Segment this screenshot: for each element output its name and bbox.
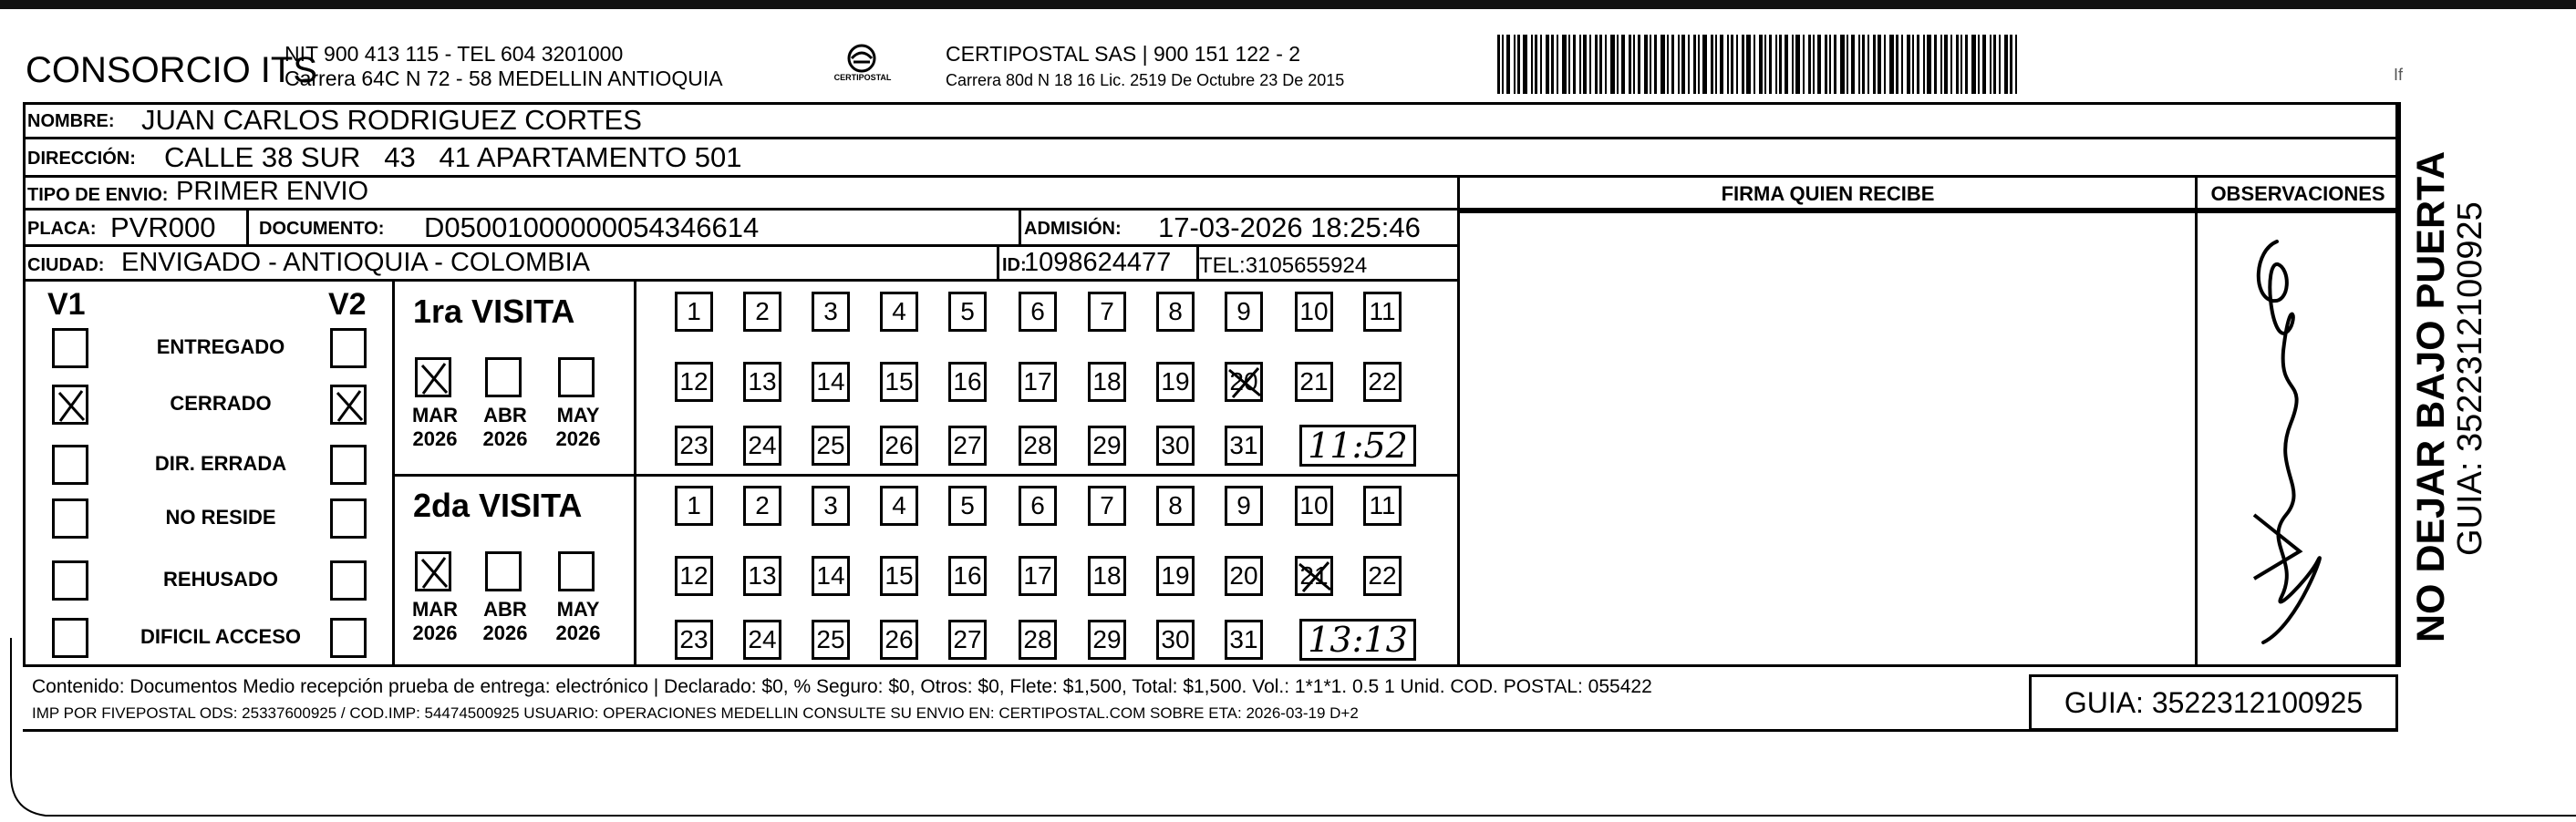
city-row bbox=[23, 247, 1459, 282]
visit1-day-5[interactable]: 5 bbox=[948, 292, 987, 332]
tel-block bbox=[1199, 253, 1367, 279]
divider bbox=[997, 247, 999, 282]
barcode-bar bbox=[1667, 35, 1669, 94]
visit2-day-19[interactable]: 19 bbox=[1156, 556, 1195, 596]
ship-type-label: TIPO DE ENVIO: bbox=[27, 185, 169, 205]
barcode-bar bbox=[1720, 35, 1723, 94]
barcode-bar bbox=[1688, 35, 1690, 94]
barcode-bar bbox=[1965, 35, 1968, 94]
visit1-day-26[interactable]: 26 bbox=[880, 426, 918, 466]
visit1-month-checkbox-0[interactable] bbox=[415, 357, 451, 397]
visit2-day-12[interactable]: 12 bbox=[675, 556, 713, 596]
no-leave-warning: NO DEJAR BAJO PUERTA bbox=[2409, 150, 2453, 642]
barcode-bar bbox=[1693, 35, 1696, 94]
barcode-bar bbox=[1858, 35, 1860, 94]
visit2-day-26[interactable]: 26 bbox=[880, 620, 918, 660]
barcode-bar bbox=[1825, 35, 1827, 94]
barcode-bar bbox=[1960, 35, 1962, 94]
barcode-bar bbox=[1927, 35, 1931, 94]
barcode-bar bbox=[1971, 35, 1976, 94]
signature-area[interactable] bbox=[1461, 213, 2195, 664]
barcode-bar bbox=[1671, 35, 1674, 94]
barcode-bar bbox=[1595, 35, 1598, 94]
v1-checkbox-3[interactable] bbox=[52, 498, 88, 539]
shipment-barcode bbox=[1497, 35, 2021, 94]
visit1-day-2[interactable]: 2 bbox=[743, 292, 781, 332]
barcode-bar bbox=[1621, 35, 1625, 94]
barcode-bar bbox=[1727, 35, 1729, 94]
barcode-bar bbox=[1540, 35, 1542, 94]
visit2-month-checkbox-1[interactable] bbox=[485, 551, 522, 591]
document-label: DOCUMENTO: bbox=[259, 219, 385, 239]
barcode-bar bbox=[1982, 35, 1986, 94]
visit2-day-3[interactable]: 3 bbox=[812, 486, 850, 526]
visit1-day-30[interactable]: 30 bbox=[1156, 426, 1195, 466]
city-label: CIUDAD: bbox=[27, 255, 105, 275]
status-option-label: NO RESIDE bbox=[165, 506, 276, 529]
barcode-bar bbox=[1901, 35, 1903, 94]
name-label: NOMBRE: bbox=[27, 111, 115, 131]
divider bbox=[1196, 247, 1199, 282]
tel-label: TEL: bbox=[1199, 253, 1246, 278]
barcode-bar bbox=[1990, 35, 1991, 94]
barcode-bar bbox=[1867, 35, 1869, 94]
footer-content: Contenido: Documentos Medio recepción prueba de entrega: electrónico | Declarado: $0, % Seguro: $0, Otros: $0, Flete: $1,500, Total: $1,500. Vol.: 1*1*1. 0.5 1 Unid. COD. POSTAL: 055422 bbox=[32, 676, 1652, 697]
top-border bbox=[0, 0, 2576, 9]
visit2-day-4[interactable]: 4 bbox=[880, 486, 918, 526]
barcode-bar bbox=[1851, 35, 1855, 94]
visit1-month-checkbox-2[interactable] bbox=[558, 357, 595, 397]
barcode-bar bbox=[1999, 35, 2001, 94]
visit1-day-29[interactable]: 29 bbox=[1088, 426, 1126, 466]
barcode-bar bbox=[1660, 35, 1665, 94]
barcode-bar bbox=[1678, 35, 1680, 94]
barcode-bar bbox=[1808, 35, 1811, 94]
address-label: DIRECCIÓN: bbox=[27, 149, 136, 169]
visit2-time[interactable]: 13:13 bbox=[1299, 619, 1416, 661]
barcode-bar bbox=[1940, 35, 1942, 94]
tel-value: 3105655924 bbox=[1245, 253, 1368, 278]
visit2-day-6[interactable]: 6 bbox=[1019, 486, 1057, 526]
visit2-month-label: MAY 2026 bbox=[555, 598, 601, 644]
barcode-bar bbox=[1599, 35, 1602, 94]
barcode-bar bbox=[1517, 35, 1520, 94]
barcode-bar bbox=[1746, 35, 1751, 94]
barcode-bar bbox=[2004, 35, 2008, 94]
barcode-bar bbox=[1698, 35, 1700, 94]
visit1-day-19[interactable]: 19 bbox=[1156, 362, 1195, 402]
barcode-bar bbox=[1715, 35, 1717, 94]
visit1-day-31[interactable]: 31 bbox=[1225, 426, 1263, 466]
visit1-day-28[interactable]: 28 bbox=[1019, 426, 1057, 466]
status-option-label: CERRADO bbox=[170, 392, 272, 415]
barcode-bar bbox=[1829, 35, 1831, 94]
visit1-day-27[interactable]: 27 bbox=[948, 426, 987, 466]
visit1-day-24[interactable]: 24 bbox=[743, 426, 781, 466]
side-guide-number: GUIA: 3522312100925 bbox=[2451, 201, 2489, 556]
barcode-bar bbox=[1633, 35, 1635, 94]
visit1-day-22[interactable]: 22 bbox=[1363, 362, 1402, 402]
visit2-day-21[interactable]: 21 bbox=[1295, 556, 1333, 596]
v1-label: V1 bbox=[47, 287, 86, 322]
divider bbox=[1457, 178, 1460, 667]
recipient-name: JUAN CARLOS RODRIGUEZ CORTES bbox=[141, 104, 642, 136]
visit2-day-1[interactable]: 1 bbox=[675, 486, 713, 526]
visit1-day-21[interactable]: 21 bbox=[1295, 362, 1333, 402]
footer-guide: GUIA: 3522312100925 bbox=[2029, 674, 2398, 731]
ship-type: PRIMER ENVIO bbox=[176, 177, 369, 206]
visit2-day-24[interactable]: 24 bbox=[743, 620, 781, 660]
barcode-bar bbox=[1711, 35, 1713, 94]
visit2-day-13[interactable]: 13 bbox=[743, 556, 781, 596]
visit2-day-29[interactable]: 29 bbox=[1088, 620, 1126, 660]
plate-label: PLACA: bbox=[27, 219, 97, 239]
barcode-bar bbox=[1917, 35, 1919, 94]
visit1-month-checkbox-1[interactable] bbox=[485, 357, 522, 397]
visit2-day-10[interactable]: 10 bbox=[1295, 486, 1333, 526]
barcode-bar bbox=[1834, 35, 1836, 94]
id-value: 1098624477 bbox=[1024, 248, 1172, 277]
visit2-day-16[interactable]: 16 bbox=[948, 556, 987, 596]
v2-checkbox-4[interactable] bbox=[330, 560, 367, 601]
carrier-name: CERTIPOSTAL SAS | 900 151 122 - 2 bbox=[946, 42, 1301, 66]
barcode-bar bbox=[1779, 35, 1782, 94]
v1-checkbox-2[interactable] bbox=[52, 445, 88, 485]
footer-imp: IMP POR FIVEPOSTAL ODS: 25337600925 / COD.IMP: 54474500925 USUARIO: OPERACIONES MEDELLIN CONSULTE SU ENVIO EN: CERTIPOSTAL.COM SOBRE ETA: 2026-03-19 D+2 bbox=[32, 704, 1359, 722]
barcode-bar bbox=[1813, 35, 1815, 94]
visit1-day-7[interactable]: 7 bbox=[1088, 292, 1126, 332]
barcode-bar bbox=[1764, 35, 1766, 94]
visit-title-1: 1ra VISITA bbox=[413, 293, 575, 330]
barcode-bar bbox=[2010, 35, 2012, 94]
barcode-bar bbox=[1514, 35, 1516, 94]
handwritten-signature bbox=[2199, 214, 2398, 665]
barcode-bar bbox=[1934, 35, 1937, 94]
barcode-bar bbox=[1617, 35, 1619, 94]
barcode-bar bbox=[1840, 35, 1845, 94]
v2-label: V2 bbox=[328, 287, 367, 322]
barcode-bar bbox=[1742, 35, 1744, 94]
barcode-bar bbox=[1889, 35, 1894, 94]
visit2-day-7[interactable]: 7 bbox=[1088, 486, 1126, 526]
card-edge bbox=[0, 638, 2576, 822]
barcode-bar bbox=[1873, 35, 1876, 94]
status-option-label: REHUSADO bbox=[163, 568, 278, 591]
visit1-time[interactable]: 11:52 bbox=[1299, 425, 1416, 467]
barcode-bar bbox=[1923, 35, 1925, 94]
visit1-day-15[interactable]: 15 bbox=[880, 362, 918, 402]
visit1-month-label: MAR 2026 bbox=[411, 404, 459, 450]
visit2-day-27[interactable]: 27 bbox=[948, 620, 987, 660]
barcode-bar bbox=[1702, 35, 1707, 94]
barcode-bar bbox=[1759, 35, 1763, 94]
plate-value: PVR000 bbox=[110, 211, 216, 243]
visit2-day-30[interactable]: 30 bbox=[1156, 620, 1195, 660]
company-nit: NIT 900 413 115 - TEL 604 3201000 bbox=[284, 42, 624, 66]
visit1-day-18[interactable]: 18 bbox=[1088, 362, 1126, 402]
visit1-day-17[interactable]: 17 bbox=[1019, 362, 1057, 402]
v1-checkbox-1[interactable] bbox=[52, 385, 88, 425]
admission-label: ADMISIÓN: bbox=[1024, 219, 1122, 239]
visit1-day-16[interactable]: 16 bbox=[948, 362, 987, 402]
visit1-day-11[interactable]: 11 bbox=[1363, 292, 1402, 332]
visit1-day-6[interactable]: 6 bbox=[1019, 292, 1057, 332]
visit2-month-checkbox-0[interactable] bbox=[415, 551, 451, 591]
visit2-day-17[interactable]: 17 bbox=[1019, 556, 1057, 596]
visit2-day-2[interactable]: 2 bbox=[743, 486, 781, 526]
visit2-day-11[interactable]: 11 bbox=[1363, 486, 1402, 526]
barcode-bar bbox=[1993, 35, 1996, 94]
visit1-day-25[interactable]: 25 bbox=[812, 426, 850, 466]
barcode-bar bbox=[1775, 35, 1777, 94]
visit2-day-14[interactable]: 14 bbox=[812, 556, 850, 596]
barcode-bar bbox=[1546, 35, 1549, 94]
visit2-day-18[interactable]: 18 bbox=[1088, 556, 1126, 596]
barcode-bar bbox=[1605, 35, 1607, 94]
visit1-day-9[interactable]: 9 bbox=[1225, 292, 1263, 332]
barcode-bar bbox=[1562, 35, 1567, 94]
certipostal-logo bbox=[830, 38, 894, 102]
v2-checkbox-2[interactable] bbox=[330, 445, 367, 485]
barcode-bar bbox=[1847, 35, 1848, 94]
divider bbox=[2398, 102, 2401, 667]
recipient-address: CALLE 38 SUR 43 41 APARTAMENTO 501 bbox=[164, 141, 742, 173]
barcode-bar bbox=[1862, 35, 1865, 94]
barcode-bar bbox=[1523, 35, 1527, 94]
barcode-bar bbox=[1956, 35, 1959, 94]
barcode-bar bbox=[1731, 35, 1733, 94]
visit1-day-20[interactable]: 20 bbox=[1225, 362, 1263, 402]
visit-title-2: 2da VISITA bbox=[413, 487, 583, 524]
divider bbox=[2195, 178, 2198, 667]
v1-checkbox-4[interactable] bbox=[52, 560, 88, 601]
visit2-day-25[interactable]: 25 bbox=[812, 620, 850, 660]
barcode-bar bbox=[1535, 35, 1537, 94]
name-row bbox=[23, 102, 2398, 139]
visit1-day-12[interactable]: 12 bbox=[675, 362, 713, 402]
document-value: D05001000000054346614 bbox=[424, 211, 760, 243]
observations-header: OBSERVACIONES bbox=[2210, 182, 2385, 205]
visit1-day-1[interactable]: 1 bbox=[675, 292, 713, 332]
barcode-bar bbox=[1497, 35, 1500, 94]
barcode-bar bbox=[1884, 35, 1886, 94]
barcode-bar bbox=[1589, 35, 1591, 94]
visit2-day-5[interactable]: 5 bbox=[948, 486, 987, 526]
barcode-bar bbox=[1907, 35, 1910, 94]
barcode-bar bbox=[1978, 35, 1980, 94]
barcode-bar bbox=[1912, 35, 1914, 94]
visit1-day-13[interactable]: 13 bbox=[743, 362, 781, 402]
carrier-details bbox=[946, 42, 1344, 90]
visit2-month-label: ABR 2026 bbox=[482, 598, 528, 644]
barcode-bar bbox=[1638, 35, 1640, 94]
visit2-day-20[interactable]: 20 bbox=[1225, 556, 1263, 596]
company-address: Carrera 64C N 72 - 58 MEDELLIN ANTIOQUIA bbox=[284, 67, 723, 90]
barcode-bar bbox=[1803, 35, 1805, 94]
barcode-bar bbox=[1950, 35, 1952, 94]
status-option-label: ENTREGADO bbox=[156, 335, 285, 358]
barcode-bar bbox=[1817, 35, 1821, 94]
barcode-bar bbox=[1568, 35, 1570, 94]
visit2-day-9[interactable]: 9 bbox=[1225, 486, 1263, 526]
visit2-month-checkbox-2[interactable] bbox=[558, 551, 595, 591]
visit1-day-10[interactable]: 10 bbox=[1295, 292, 1333, 332]
visit1-day-14[interactable]: 14 bbox=[812, 362, 850, 402]
barcode-bar bbox=[1610, 35, 1615, 94]
barcode-bar bbox=[1557, 35, 1558, 94]
barcode-bar bbox=[1573, 35, 1576, 94]
v2-checkbox-1[interactable] bbox=[330, 385, 367, 425]
barcode-bar bbox=[1878, 35, 1881, 94]
signature-header: FIRMA QUIEN RECIBE bbox=[1721, 182, 1935, 205]
barcode-bar bbox=[1795, 35, 1800, 94]
status-option-label: DIFICIL ACCESO bbox=[140, 625, 301, 648]
address-row bbox=[23, 139, 2398, 178]
visit2-day-8[interactable]: 8 bbox=[1156, 486, 1195, 526]
visit2-month-label: MAR 2026 bbox=[411, 598, 459, 644]
visit2-day-28[interactable]: 28 bbox=[1019, 620, 1057, 660]
barcode-bar bbox=[1579, 35, 1581, 94]
barcode-bar bbox=[1506, 35, 1510, 94]
corner-mark: If bbox=[2394, 66, 2404, 84]
barcode-bar bbox=[1736, 35, 1738, 94]
barcode-bar bbox=[2015, 35, 2017, 94]
barcode-bar bbox=[1944, 35, 1948, 94]
barcode-bar bbox=[1785, 35, 1788, 94]
visit2-day-31[interactable]: 31 bbox=[1225, 620, 1263, 660]
barcode-bar bbox=[1644, 35, 1648, 94]
barcode-bar bbox=[1551, 35, 1554, 94]
barcode-bar bbox=[1583, 35, 1587, 94]
visit2-day-23[interactable]: 23 bbox=[675, 620, 713, 660]
visit2-day-15[interactable]: 15 bbox=[880, 556, 918, 596]
barcode-bar bbox=[1754, 35, 1755, 94]
v2-checkbox-3[interactable] bbox=[330, 498, 367, 539]
v2-checkbox-0[interactable] bbox=[330, 328, 367, 368]
v1-checkbox-0[interactable] bbox=[52, 328, 88, 368]
visit1-month-label: MAY 2026 bbox=[555, 404, 601, 450]
admission-value: 17-03-2026 18:25:46 bbox=[1158, 211, 1421, 243]
barcode-bar bbox=[1654, 35, 1657, 94]
company-name: CONSORCIO ITS bbox=[26, 50, 318, 90]
visit1-day-3[interactable]: 3 bbox=[812, 292, 850, 332]
plate-row bbox=[23, 211, 1459, 247]
barcode-bar bbox=[1681, 35, 1685, 94]
visit1-day-4[interactable]: 4 bbox=[880, 292, 918, 332]
barcode-bar bbox=[1502, 35, 1504, 94]
barcode-bar bbox=[1769, 35, 1772, 94]
visit1-month-label: ABR 2026 bbox=[482, 404, 528, 450]
divider bbox=[392, 474, 1457, 477]
status-option-label: DIR. ERRADA bbox=[154, 452, 287, 475]
barcode-bar bbox=[1896, 35, 1898, 94]
visit1-day-8[interactable]: 8 bbox=[1156, 292, 1195, 332]
barcode-bar bbox=[1650, 35, 1651, 94]
barcode-bar bbox=[1531, 35, 1533, 94]
barcode-bar bbox=[1629, 35, 1631, 94]
company-details bbox=[284, 42, 723, 91]
divider bbox=[246, 211, 249, 247]
barcode-bar bbox=[1792, 35, 1794, 94]
visit1-day-23[interactable]: 23 bbox=[675, 426, 713, 466]
visit2-day-22[interactable]: 22 bbox=[1363, 556, 1402, 596]
id-label: ID: bbox=[1002, 255, 1027, 275]
city-value: ENVIGADO - ANTIOQUIA - COLOMBIA bbox=[121, 248, 591, 277]
divider bbox=[1019, 211, 1021, 247]
logo-caption: CERTIPOSTAL bbox=[833, 73, 892, 82]
carrier-address: Carrera 80d N 18 16 Lic. 2519 De Octubre 23 De 2015 bbox=[946, 71, 1345, 89]
